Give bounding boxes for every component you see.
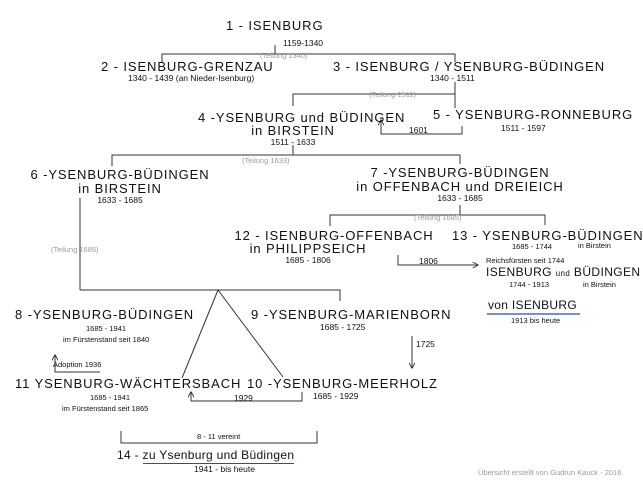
node-9-title: 9 -YSENBURG-MARIENBORN <box>251 307 452 322</box>
node-6-title-2: in BIRSTEIN <box>78 181 162 196</box>
label-1725: 1725 <box>416 339 435 349</box>
node-2-title: 2 - ISENBURG-GRENZAU <box>101 59 274 74</box>
node-13-years: 1685 - 1744 <box>512 242 553 251</box>
node-13-years3: 1913 bis heute <box>511 316 561 325</box>
label-1929: 1929 <box>234 393 253 403</box>
node-7-title-1: 7 -YSENBURG-BÜDINGEN <box>370 165 550 180</box>
node-13-big-a: ISENBURG <box>486 265 552 279</box>
teilung-1633: (Teilung 1633) <box>242 156 290 165</box>
node-12-title-1: 12 - ISENBURG-OFFENBACH <box>234 228 434 243</box>
node-7-years: 1633 - 1685 <box>437 193 483 203</box>
node-4-years: 1511 - 1633 <box>270 137 316 147</box>
label-vereint: 8 - 11 vereint <box>197 432 241 441</box>
node-13-title: 13 - YSENBURG-BÜDINGEN <box>452 228 643 243</box>
teilung-1685a: (Teilung 1685) <box>51 245 99 254</box>
node-13-big-b: BÜDINGEN <box>573 265 641 279</box>
node-11-note: im Fürstenstand seit 1865 <box>62 404 149 413</box>
teilung-1340: (Teilung 1340) <box>260 51 308 60</box>
node-13-suffix: in Birstein <box>578 241 611 250</box>
label-1806: 1806 <box>419 256 438 266</box>
credit-text: Übersicht erstellt von Gudrun Kauck - 2016 <box>478 468 622 477</box>
node-6-years: 1633 - 1685 <box>97 195 143 205</box>
node-4-title-1: 4 -YSENBURG und BÜDINGEN <box>198 110 406 125</box>
node-12-title-2: in PHILIPPSEICH <box>249 241 367 256</box>
node-13-note: Reichsfürsten seit 1744 <box>486 256 565 265</box>
node-14-years: 1941 - bis heute <box>194 464 255 474</box>
node-6-title-1: 6 -YSENBURG-BÜDINGEN <box>30 167 210 182</box>
node-3-years: 1340 - 1511 <box>430 73 475 83</box>
node-2-years: 1340 - 1439 (an Nieder-Isenburg) <box>128 73 255 83</box>
teilung-1511: (Teilung 1511) <box>369 90 416 99</box>
node-13-big-line <box>486 266 640 278</box>
node-14-prefix: 14 - <box>117 448 139 462</box>
label-1601: 1601 <box>409 125 428 135</box>
node-11-years: 1685 - 1941 <box>90 393 131 402</box>
node-10-title: 10 -YSENBURG-MEERHOLZ <box>247 376 438 391</box>
node-9-years: 1685 - 1725 <box>320 322 366 332</box>
node-3-title: 3 - ISENBURG / YSENBURG-BÜDINGEN <box>333 59 605 74</box>
node-13-suffix2: in Birstein <box>583 280 616 289</box>
line-to-10 <box>218 290 283 377</box>
node-13-big-und: und <box>555 269 571 278</box>
arrow-1806 <box>398 255 478 265</box>
label-adoption: Adoption 1936 <box>53 360 102 369</box>
teilung-1685b: (Teilung 1685) <box>414 213 462 222</box>
split-1685a <box>80 290 340 301</box>
node-11-title: 11 YSENBURG-WÄCHTERSBACH <box>15 376 242 391</box>
node-8-title: 8 -YSENBURG-BÜDINGEN <box>15 307 195 322</box>
node-12-years: 1685 - 1806 <box>285 255 331 265</box>
node-7-title-2: in OFFENBACH und DREIEICH <box>356 179 564 194</box>
node-5-years: 1511 - 1597 <box>501 123 546 133</box>
node-1-title: 1 - ISENBURG <box>226 18 324 33</box>
node-4-title-2: in BIRSTEIN <box>251 123 335 138</box>
node-14-title: zu Ysenburg und Büdingen <box>142 448 295 462</box>
node-5-title: 5 - YSENBURG-RONNEBURG <box>433 107 634 122</box>
node-13-von: von ISENBURG <box>488 298 577 312</box>
node-13-years2: 1744 - 1913 <box>509 280 550 289</box>
node-14-title-line <box>117 449 294 461</box>
node-1-years: 1159-1340 <box>283 38 324 48</box>
node-10-years: 1685 - 1929 <box>313 391 359 401</box>
line-to-11 <box>182 290 218 378</box>
node-8-note: im Fürstenstand seit 1840 <box>63 335 150 344</box>
node-8-years: 1685 - 1941 <box>86 324 127 333</box>
